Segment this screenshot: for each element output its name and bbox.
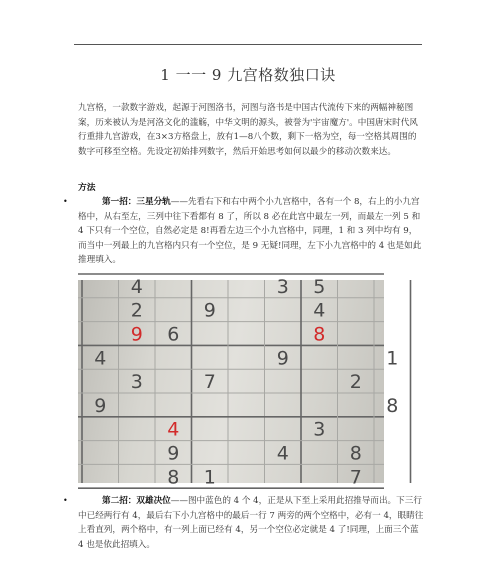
tip1-text: ——先看右下和右中两个小九宫格中，各有一个 8，右上的小九宫格中，从右至左，三列中往下看都有 8 了，所以 8 必在此宫中最左一列，而最左一列 5 和 4 下只有一个空位，自然必定是 8!再看左边三个小九宫格中，同理，1 和 3 列中均有 9，而当中一列最上的九宫格内只有一个空位，是 9 无疑!同理，左下小九宫格中的 4 也是如此推理填入。	[78, 197, 422, 265]
sudoku-digit: 9	[130, 323, 143, 346]
sudoku-digit: 3	[130, 371, 143, 394]
sudoku-digit: 8	[349, 442, 362, 465]
method-heading: 方法	[78, 183, 96, 193]
sudoku-digit: 8	[313, 323, 326, 346]
sudoku-digit: 2	[349, 371, 362, 394]
intro-paragraph: 九宫格，一款数字游戏，起源于河图洛书，河图与洛书是中国古代流传下来的两幅神秘图案，历来被认为是河洛文化的滥觞，中华文明的源头，被誉为'宇宙魔方'。中国唐宋时代风行重排九宫游戏，在3×3方格盘上，放有1—8八个数，剩下一格为空，每一空格其周围的数字可移至空格。先设定初始排列数字，然后开始思考如何以最少的移动次数来达。	[78, 103, 418, 157]
sudoku-digit: 6	[167, 323, 180, 346]
sudoku-grid	[78, 275, 399, 489]
sudoku-photo	[78, 275, 399, 489]
sudoku-digit: 1	[203, 466, 216, 489]
sudoku-digit: 3	[276, 275, 289, 298]
tip2-label: 第二招：双雄决位	[102, 496, 171, 506]
sudoku-digit: 4	[130, 275, 143, 298]
tip2-paragraph	[78, 494, 424, 552]
sudoku-digit: 4	[313, 299, 326, 322]
sudoku-digit: 7	[203, 371, 216, 394]
sudoku-digit: 4	[276, 442, 289, 465]
sudoku-digit: 2	[130, 299, 143, 322]
sudoku-digit: 5	[313, 275, 326, 298]
tip1-label: 第一招：三星分轨	[102, 197, 171, 207]
sudoku-digit: 1	[386, 347, 399, 370]
bullet-icon: •	[63, 496, 68, 505]
sudoku-digit: 8	[386, 394, 399, 417]
document-title: 1 一一 9 九宫格数独口诀	[160, 66, 336, 84]
sudoku-digit: 8	[167, 466, 180, 489]
tip2-text: ——图中蓝色的 4 个 4，正是从下至上采用此招推导而出。下三行中已经两行有 4，最后右下小九宫格中的最后一行 7 两旁的两个空格中，必有一 4，眼睛往上看直列，两个格中，有一列上面已经有 4，另一个空位必定就是 4 了!同理，上面三个蓝 4 也是依此招填入。	[78, 496, 424, 550]
sudoku-digit: 9	[94, 394, 107, 417]
sudoku-digit: 9	[276, 347, 289, 370]
sudoku-digit: 3	[313, 418, 326, 441]
sudoku-digit: 4	[167, 418, 180, 441]
sudoku-digit: 4	[94, 347, 107, 370]
sudoku-digit: 9	[203, 299, 216, 322]
tip1-paragraph	[78, 195, 424, 268]
header-rule	[74, 44, 422, 45]
sudoku-digit: 7	[349, 466, 362, 489]
bullet-icon: •	[63, 197, 68, 206]
sudoku-digit: 9	[167, 442, 180, 465]
